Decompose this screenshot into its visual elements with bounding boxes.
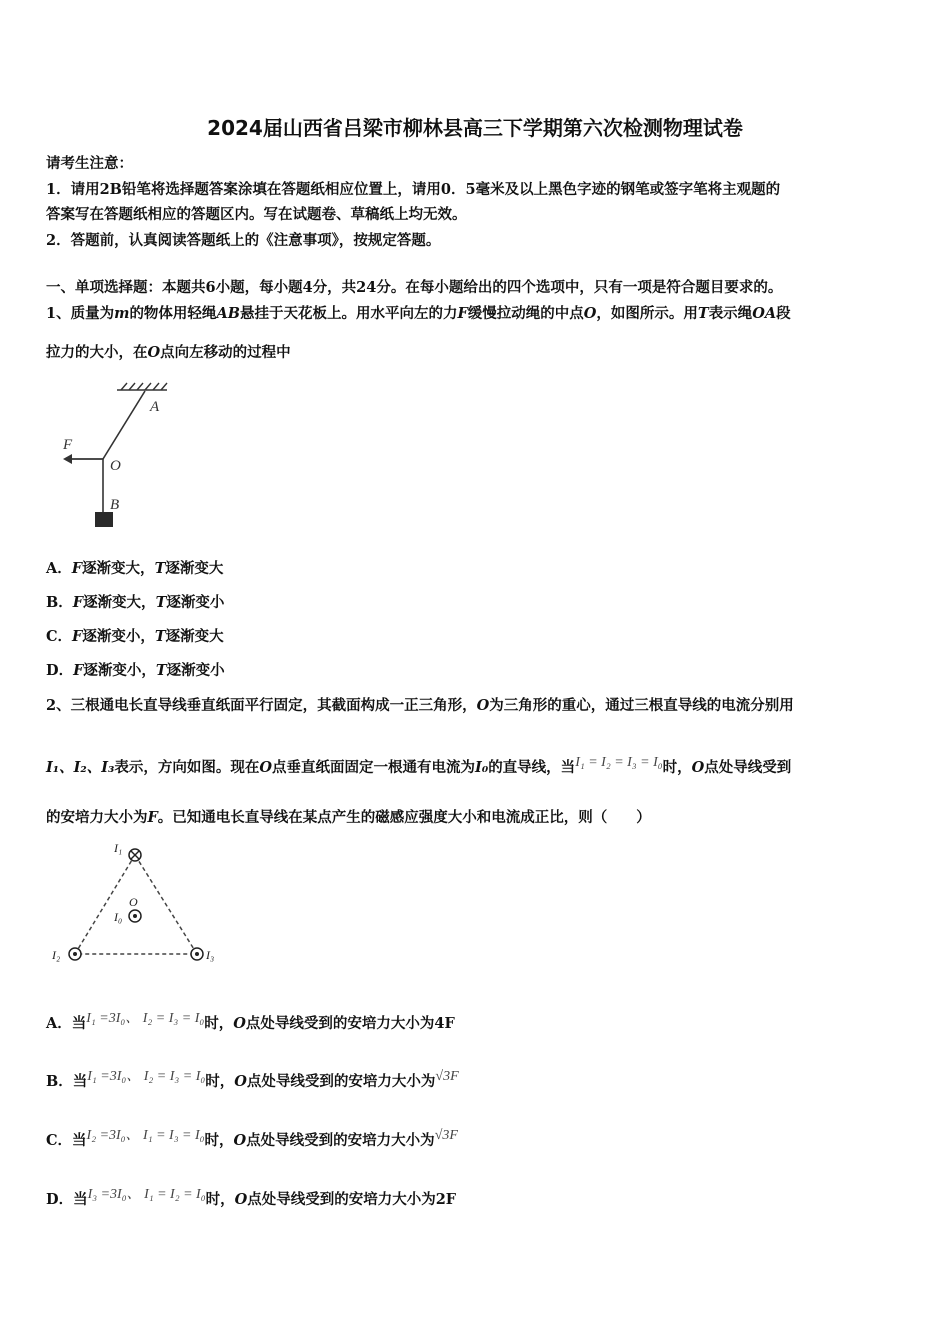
notice-item-2: 2．答题前，认真阅读答题纸上的《注意事项》，按规定答题。 bbox=[46, 232, 441, 249]
q2-stem-line2: I₁、I₂、I₃表示，方向如图。现在O点垂直纸面固定一根通有电流为I₀的直导线，当I₁ = I₂ = I₃ = I₀时，O点处导线受到 bbox=[46, 755, 792, 776]
notice-item-1b: 答案写在答题纸相应的答题区内。写在试题卷、草稿纸上均无效。 bbox=[46, 206, 467, 223]
q2-figure bbox=[48, 838, 228, 968]
q2-condition: I₁ = I₂ = I₃ = I₀ bbox=[575, 755, 663, 770]
wire-i1-cross-icon bbox=[129, 849, 141, 861]
notice-item-1a: 1．请用2B铅笔将选择题答案涂填在答题纸相应位置上，请用0．5毫米及以上黑色字迹的钢笔或签字笔将主观题的 bbox=[46, 181, 781, 198]
q1-stem-line1: 1、质量为m的物体用轻绳AB悬挂于天花板上。用水平向左的力F缓慢拉动绳的中点O，如图所示。用T表示绳OA段 bbox=[46, 305, 791, 322]
q1-option-a[interactable]: A．F逐渐变大，T逐渐变大 bbox=[46, 560, 224, 577]
label-i0: I₀ bbox=[114, 910, 123, 924]
label-i3: I₃ bbox=[206, 948, 215, 962]
label-b: B bbox=[110, 497, 120, 513]
label-a: A bbox=[150, 399, 160, 415]
q2-option-c[interactable]: C．当I₂ =3I₀、 I₁ = I₃ = I₀时，O点处导线受到的安培力大小为√3F bbox=[46, 1128, 458, 1149]
section-heading: 一、单项选择题：本题共6小题，每小题4分，共24分。在每小题给出的四个选项中，只有一项是符合题目要求的。 bbox=[46, 279, 783, 296]
q1-option-b[interactable]: B．F逐渐变大，T逐渐变小 bbox=[46, 594, 225, 611]
q1-stem-line2: 拉力的大小，在O点向左移动的过程中 bbox=[46, 344, 291, 361]
page-title: 2024届山西省吕梁市柳林县高三下学期第六次检测物理试卷 bbox=[207, 116, 743, 140]
q1-figure bbox=[55, 380, 185, 540]
arrow-head-icon bbox=[63, 454, 72, 464]
label-i2: I₂ bbox=[52, 948, 61, 962]
label-o: O bbox=[110, 458, 121, 474]
label-i1: I₁ bbox=[114, 841, 123, 855]
wire-i3-dot-icon bbox=[191, 948, 203, 960]
ceiling bbox=[117, 383, 167, 390]
q2-option-d[interactable]: D．当I₃ =3I₀、 I₁ = I₂ = I₀时，O点处导线受到的安培力大小为2F bbox=[46, 1187, 457, 1208]
q1-option-d[interactable]: D．F逐渐变小，T逐渐变小 bbox=[46, 662, 225, 679]
wire-i2-dot-icon bbox=[69, 948, 81, 960]
q2-option-b[interactable]: B．当I₁ =3I₀、 I₂ = I₃ = I₀时，O点处导线受到的安培力大小为√3F bbox=[46, 1069, 459, 1090]
wire-i0-dot-icon bbox=[129, 910, 141, 922]
mass-block bbox=[95, 512, 113, 527]
label-f: F bbox=[63, 437, 73, 453]
q2-option-a[interactable]: A．当I₁ =3I₀、 I₂ = I₃ = I₀时，O点处导线受到的安培力大小为4F bbox=[46, 1011, 455, 1032]
q2-stem-line3: 的安培力大小为F。已知通电长直导线在某点产生的磁感应强度大小和电流成正比，则（ ） bbox=[46, 809, 651, 826]
notice-heading: 请考生注意： bbox=[46, 155, 133, 172]
rope-oa bbox=[103, 391, 145, 459]
q2-stem-line1: 2、三根通电长直导线垂直纸面平行固定，其截面构成一正三角形，O为三角形的重心，通过三根直导线的电流分别用 bbox=[46, 697, 794, 714]
label-o: O bbox=[129, 895, 138, 909]
q1-option-c[interactable]: C．F逐渐变小，T逐渐变大 bbox=[46, 628, 224, 645]
